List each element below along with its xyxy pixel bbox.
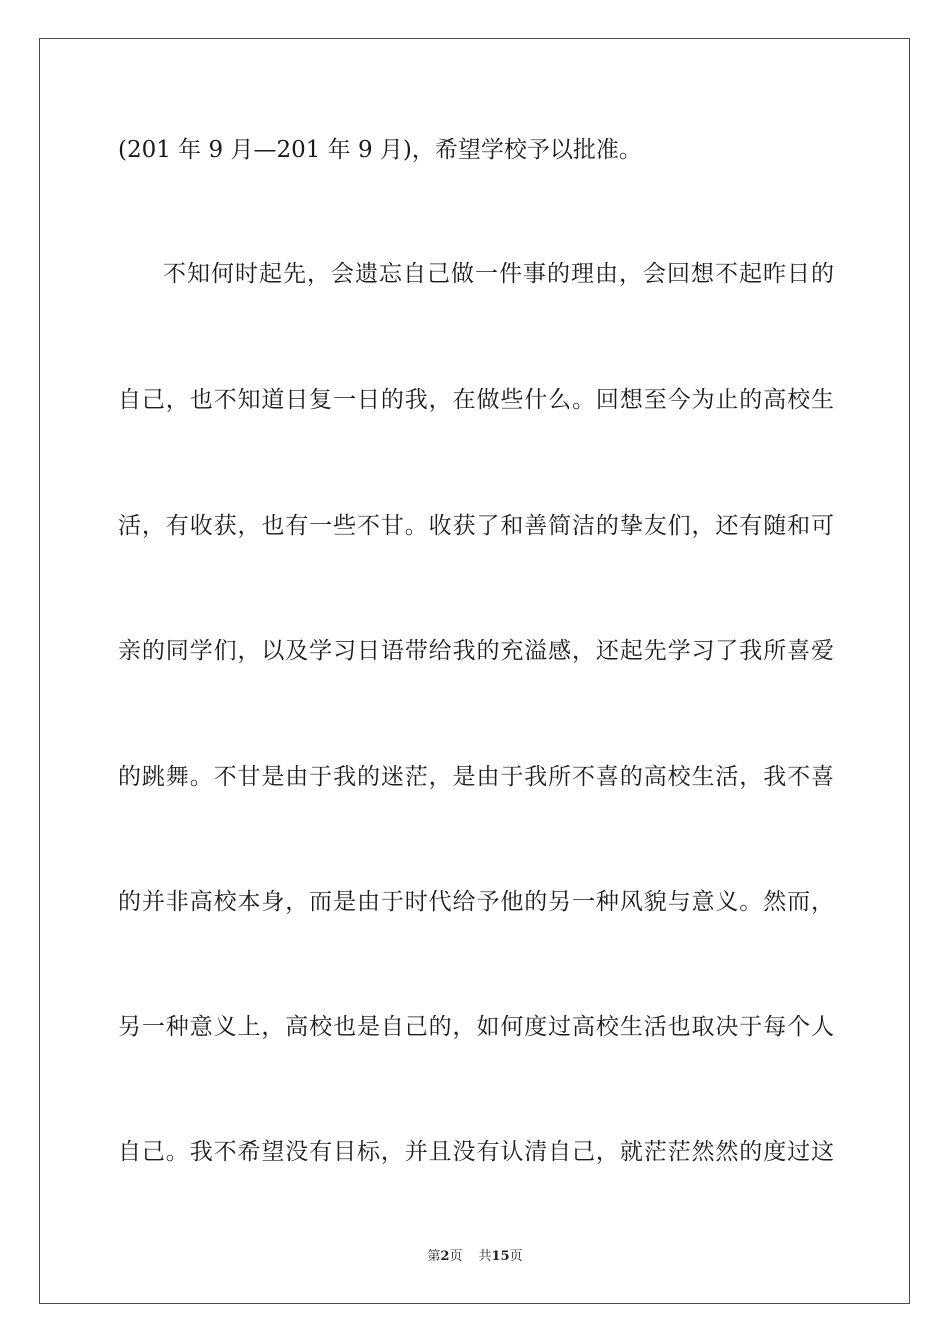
page-footer — [0, 1248, 950, 1266]
text-line-7: 的并非高校本身，而是由于时代给予他的另一种风貌与意义。然而， — [118, 889, 834, 915]
page-number: 2 — [440, 1249, 450, 1264]
text-line-2: 不知何时起先，会遗忘自己做一件事的理由，会回想不起昨日的 — [163, 261, 834, 287]
total-prefix: 共 — [478, 1249, 492, 1264]
text-line-8: 另一种意义上，高校也是自己的，如何度过高校生活也取决于每个人 — [118, 1014, 834, 1040]
text-line-4: 活，有收获，也有一些不甘。收获了和善简洁的挚友们，还有随和可 — [118, 513, 834, 539]
page-suffix: 页 — [449, 1249, 463, 1264]
text-line-6: 的跳舞。不甘是由于我的迷茫，是由于我所不喜的高校生活，我不喜 — [118, 764, 834, 790]
total-pages: 15 — [491, 1249, 510, 1264]
total-suffix: 页 — [509, 1249, 523, 1264]
text-line-3: 自己，也不知道日复一日的我，在做些什么。回想至今为止的高校生 — [118, 387, 834, 413]
text-line-9: 自己。我不希望没有目标，并且没有认清自己，就茫茫然然的度过这 — [118, 1139, 834, 1165]
page-border — [39, 38, 910, 1304]
page-prefix: 第 — [427, 1249, 441, 1264]
text-line-5: 亲的同学们，以及学习日语带给我的充溢感，还起先学习了我所喜爱 — [118, 638, 834, 664]
text-line-1: (201 年 9 月—201 年 9 月)，希望学校予以批准。 — [118, 137, 642, 163]
